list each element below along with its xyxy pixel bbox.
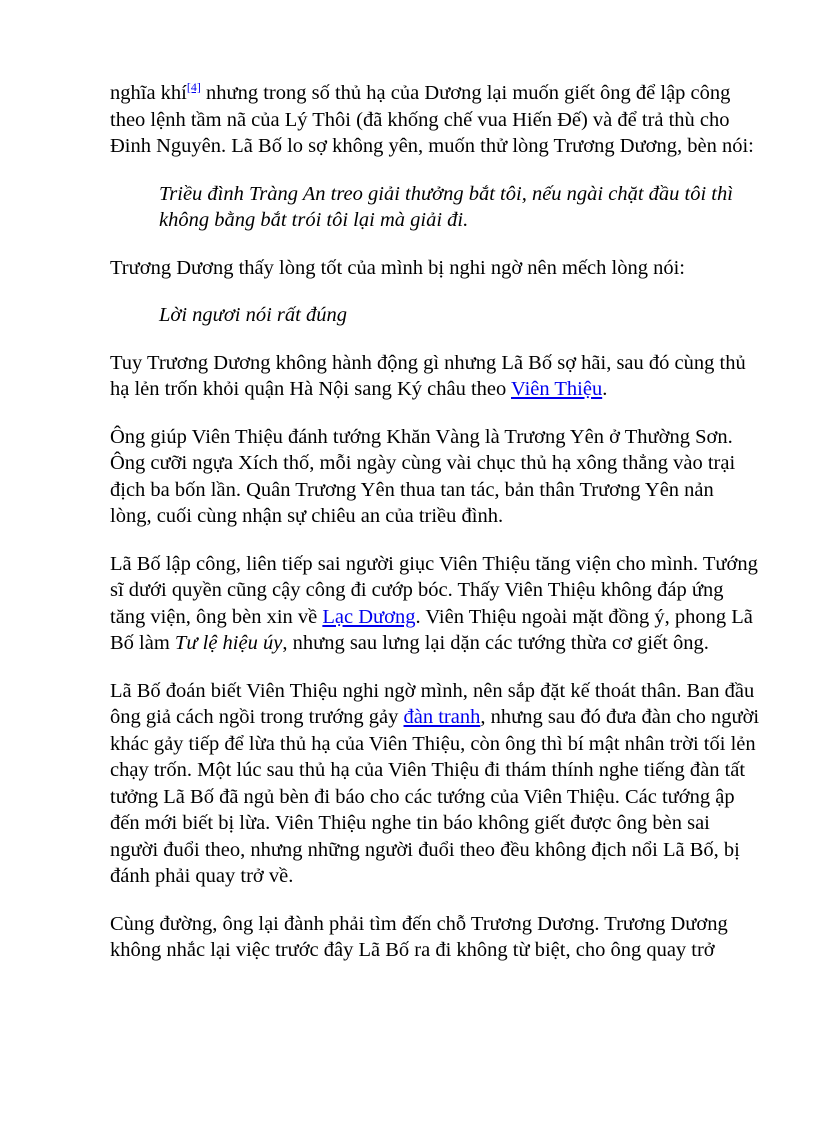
paragraph-5-italic-title: Tư lệ hiệu úy: [174, 632, 283, 654]
paragraph-6: [110, 678, 760, 890]
paragraph-5-text-b: . Viên Thiệu ngoài mặt đồng ý, phong Lã Bố làm: [110, 605, 753, 654]
footnote-ref-link[interactable]: [4]: [186, 80, 201, 94]
paragraph-3: [110, 350, 760, 403]
paragraph-5-text-a: Lã Bố lập công, liên tiếp sai người giục Viên Thiệu tăng viện cho mình. Tướng sĩ dưới quyền cũng cậy công đi cướp bóc. Thấy Viên Thiệu không đáp ứng tăng viện, ông bèn xin về: [110, 552, 758, 628]
link-vien-thieu[interactable]: Viên Thiệu: [511, 378, 603, 400]
paragraph-3-text-b: .: [602, 378, 608, 400]
footnote-ref: [187, 80, 201, 94]
document-body: [110, 80, 760, 985]
quote-1: Triều đình Tràng An treo giải thưởng bắt tôi, nếu ngài chặt đầu tôi thì không bằng bắt trói tôi lại mà giải đi.: [159, 182, 733, 231]
paragraph-1: [110, 80, 760, 160]
link-dan-tranh[interactable]: đàn tranh: [403, 706, 481, 728]
quote-2: Lời ngươi nói rất đúng: [159, 304, 347, 326]
paragraph-6-text-a: Lã Bố đoán biết Viên Thiệu nghi ngờ mình, nên sắp đặt kế thoát thân. Ban đầu ông giả cách ngồi trong trướng gảy: [110, 679, 755, 728]
link-lac-duong[interactable]: Lạc Dương: [322, 605, 416, 628]
paragraph-5-text-c: , nhưng sau lưng lại dặn các tướng thừa cơ giết ông.: [282, 632, 709, 654]
paragraph-3-text-a: Tuy Trương Dương không hành động gì nhưng Lã Bố sợ hãi, sau đó cùng thủ hạ lẻn trốn khỏi quận Hà Nội sang Ký châu theo: [110, 351, 746, 400]
paragraph-2: Trương Dương thấy lòng tốt của mình bị nghi ngờ nên mếch lòng nói:: [110, 256, 685, 279]
paragraph-1-text-a: nghĩa khí: [110, 82, 187, 104]
paragraph-5: [110, 551, 760, 657]
paragraph-7: Cùng đường, ông lại đành phải tìm đến chỗ Trương Dương. Trương Dương không nhắc lại việc trước đây Lã Bố ra đi không từ biệt, cho ông quay trở: [110, 912, 728, 961]
paragraph-6-text-b: , nhưng sau đó đưa đàn cho người khác gảy tiếp để lừa thủ hạ của Viên Thiệu, còn ông thì bí mật nhân trời tối lẻn chạy trốn. Một lúc sau thủ hạ của Viên Thiệu đi thám thính nghe tiếng đàn tất tưởng Lã Bố đã ngủ bèn đi báo cho các tướng của Viên Thiệu. Các tướng ập đến mới biết bị lừa. Viên Thiệu nghe tin báo không giết được ông bèn sai người đuổi theo, nhưng những người đuổi theo đều không địch nổi Lã Bố, bị đánh phải quay trở về.: [110, 706, 760, 887]
paragraph-4: Ông giúp Viên Thiệu đánh tướng Khăn Vàng là Trương Yên ở Thường Sơn. Ông cưỡi ngựa Xích thố, mỗi ngày cùng vài chục thủ hạ xông thẳng vào trại địch ba bốn lần. Quân Trương Yên thua tan tác, bản thân Trương Yên nản lòng, cuối cùng nhận sự chiêu an của triều đình.: [110, 425, 736, 527]
paragraph-1-text-b: nhưng trong số thủ hạ của Dương lại muốn giết ông để lập công theo lệnh tầm nã của Lý Thôi (đã khống chế vua Hiến Đế) và để trả thù cho Đinh Nguyên. Lã Bố lo sợ không yên, muốn thử lòng Trương Dương, bèn nói:: [110, 82, 754, 157]
